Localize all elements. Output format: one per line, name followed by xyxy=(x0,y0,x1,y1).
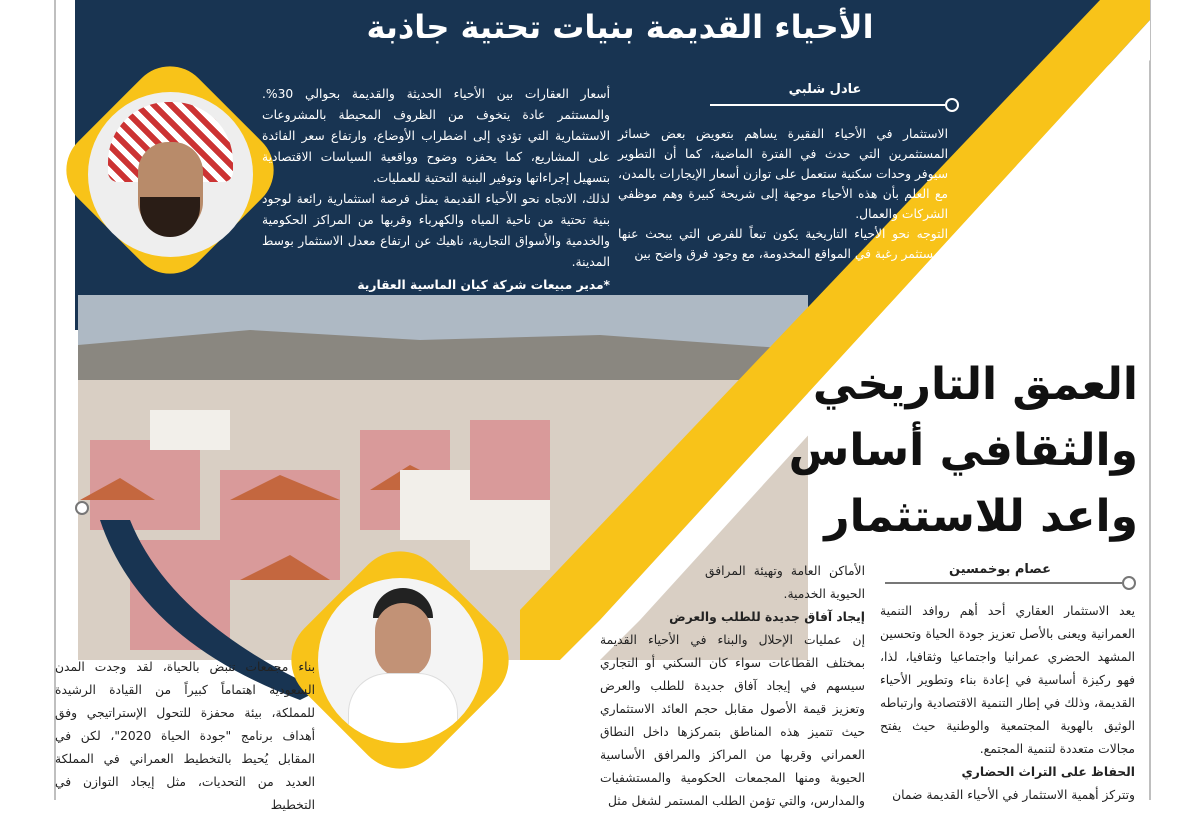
article-left-bottom xyxy=(55,656,315,817)
portrait-adel-shalabi xyxy=(88,92,253,257)
subheading: الحفاظ على التراث الحضاري xyxy=(961,765,1135,779)
article-right-bottom xyxy=(880,600,1135,807)
subheading: إيجاد آفاق جديدة للطلب والعرض xyxy=(669,610,865,624)
headline-line: العمق التاريخي xyxy=(812,359,1138,410)
paragraph: وتتركز أهمية الاستثمار في الأحياء القديمة ضمان xyxy=(892,788,1135,802)
paragraph: الأماكن العامة وتهيئة المرافق الحيوية الخدمية. xyxy=(705,564,865,601)
paragraph: يعد الاستثمار العقاري أحد أهم روافد التنمية العمرانية ويعنى بالأصل تعزيز جودة الحياة وتحسين المشهد الحضري عمرانيا واجتماعيا وثقافيا، لذا، فهو ركيزة أساسية في إعادة بناء وتطوير الأحياء القديمة، وذلك في إطار التنمية الاقتصادية وارتباطه الوثيق بالهوية المجتمعية والوطنية حيث يفتح مجالات متعددة لتنمية المجتمع. xyxy=(880,604,1135,756)
headline-line: والثقافي أساس xyxy=(788,425,1138,476)
paragraph: أسعار العقارات بين الأحياء الحديثة والقديمة بحوالي 30%. والمستثمر عادة يتخوف من الظروف المحيطة بالمشروعات الاستثمارية التي تؤدي إلى اضطراب الأوضاع، وارتفاع سعر الفائدة على المشاريع، كما يحفزه وضوح وواقعية السياسات الاقتصادية بتسهيل إجراءاتها وتوفير البنية التحتية للعمليات. xyxy=(262,87,610,185)
portrait-essam-bukhamseen xyxy=(318,578,483,743)
paragraph: التوجه نحو الأحياء التاريخية يكون تبعاً للفرص التي يبحث عنها المستثمر رغبة في المواقع المخدومة، مع وجود فرق واضح بين xyxy=(618,227,948,261)
paragraph: الاستثمار في الأحياء الفقيرة يساهم بتعويض بعض خسائر المستثمرين التي حدث في الفترة الماضية، كما أن التطوير سيوفر وحدات سكنية ستعمل على توازن أسعار الإيجارات بالمدن، مع العلم بأن هذه الأحياء موجهة إلى شريحة كبيرة وهم موظفي الشركات والعمال. xyxy=(618,127,948,221)
article-mid-bottom xyxy=(600,560,865,813)
article-left-top xyxy=(262,84,610,296)
paragraph: إن عمليات الإحلال والبناء في الأحياء القديمة بمختلف القطاعات سواء كان السكني أو التجاري سيسهم في إيجاد آفاق جديدة للطلب والعرض وتعزيز قيمة الأصول مقابل حجم العائد الاستثماري حيث تتميز هذه المناطق بتمركزها داخل النطاق العمراني وقربها من المراكز والمرافق الأساسية الحيوية ومنها المجمعات الحكومية والمستشفيات والمدارس، والتي تؤمن الطلب المستمر لشغل مثل xyxy=(600,633,865,808)
author-caption: *مدير مبيعات شركة كيان الماسية العقارية xyxy=(357,278,610,292)
paragraph: لذلك، الاتجاه نحو الأحياء القديمة يمثل فرصة استثمارية رائعة لوجود بنية تحتية من ناحية المياه والكهرباء وقربها من المراكز الحكومية والخدمية والأسواق التجارية، ناهيك عن ارتفاع معدل الاستثمار بوسط المدينة. xyxy=(262,192,610,269)
headline-line: واعد للاستثمار xyxy=(824,491,1138,542)
headline xyxy=(678,352,1138,550)
author-name: عصام بوخمسين xyxy=(949,562,1051,577)
article-right-top xyxy=(618,124,948,264)
page-title: الأحياء القديمة بنيات تحتية جاذبة xyxy=(366,8,874,46)
paragraph: بناء مجمعات تنبض بالحياة، لقد وجدت المدن السعودية اهتماماً كبيراً من القيادة الرشيدة للمملكة، بيئة محفزة للتحول الإستراتيجي وفق أهداف برنامج "جودة الحياة 2020"، لكن في المقابل يُحيط بالتخطيط العمراني في المملكة العديد من التحديات، مثل إيجاد التوازن في التخطيط xyxy=(55,660,315,812)
author-name: عادل شلبي xyxy=(788,82,862,97)
